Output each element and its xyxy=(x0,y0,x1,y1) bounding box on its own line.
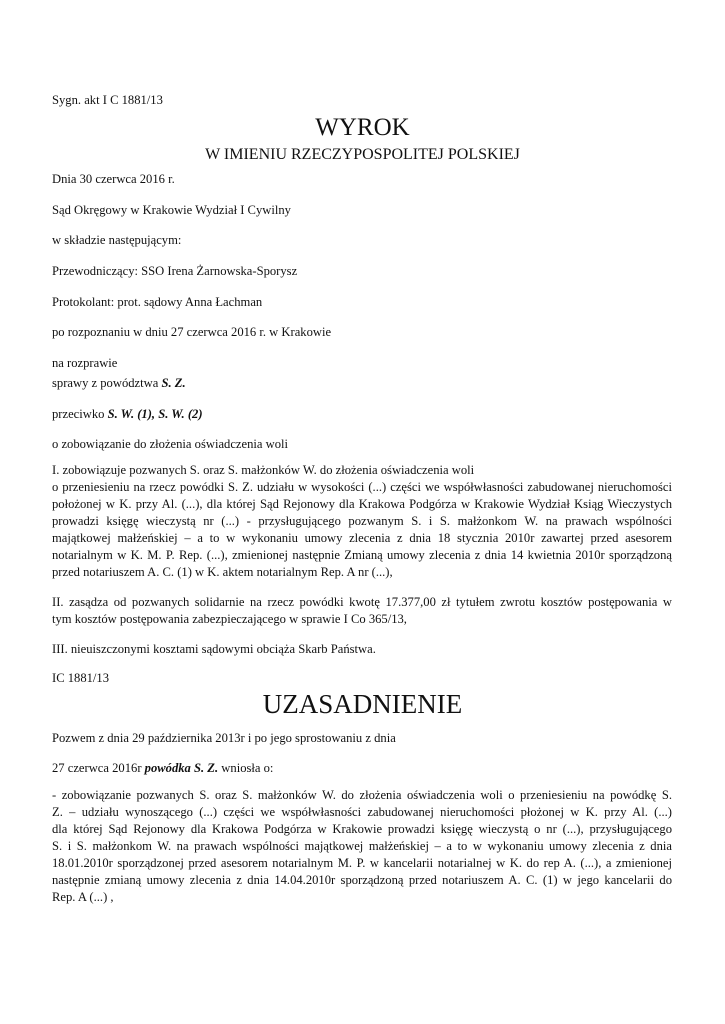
case-plaintiff-line xyxy=(52,375,186,392)
text-line: położonej w K. przy Al. (...), dla której Sąd Rejonowy dla Krakowa Podgórza w Krakowie Wydział Ksiąg Wieczystych xyxy=(52,497,672,511)
document-title: WYROK xyxy=(315,114,410,141)
text-line: S. i S. małżonkom W. na prawach wspólności majątkowej małżeńskiej – a to w wykonaniu umowy zlecenia z dnia xyxy=(52,839,672,853)
text-line: majątkowej małżeńskiej – a to w wykonaniu umowy zlecenia z dnia 18 stycznia 2010r zawartej przed asesorem xyxy=(52,531,672,545)
text-line: przed notariuszem A. C. (1) w K. aktem notarialnym Rep. A nr (...), xyxy=(52,565,393,579)
text-line: 18.01.2010r sporządzonej przed asesorem notarialnym M. P. w kancelarii notarialnej w K. do rep A. (...), a zmienionej xyxy=(52,856,672,870)
justification-claim-intro xyxy=(52,760,273,777)
text-line: I. zobowiązuje pozwanych S. oraz S. małżonków W. do złożenia oświadczenia woli xyxy=(52,463,475,477)
intro-suffix: wniosła o: xyxy=(218,761,274,775)
court-name: Sąd Okręgowy w Krakowie Wydział I Cywilny xyxy=(52,203,291,217)
text-line: o przeniesieniu na rzecz powódki S. Z. udziału w wysokości (...) części we współwłasności zabudowanej nieruchomości xyxy=(52,480,672,494)
justification-intro: Pozwem z dnia 29 października 2013r i po jego sprostowaniu z dnia xyxy=(52,731,396,745)
text-line: następnie zmianą umowy zlecenia z dnia 14.04.2010r sporządzoną przed notariuszem A. C. (1) w jego kancelarii do xyxy=(52,873,672,887)
text-line: dla której Sąd Rejonowy dla Krakowa Podgórza w Krakowie prowadzi księgę wieczystą o nr (...), przysługującego xyxy=(52,822,672,836)
court-clerk: Protokolant: prot. sądowy Anna Łachman xyxy=(52,295,263,309)
plaintiff-name: S. Z. xyxy=(161,376,186,390)
text-line: tym kosztów postępowania zabezpieczającego w sprawie I Co 365/13, xyxy=(52,612,407,626)
judgment-date: Dnia 30 czerwca 2016 r. xyxy=(52,172,175,186)
text-line: - zobowiązanie pozwanych S. oraz S. małżonków W. do złożenia oświadczenia woli o przeniesieniu na powódkę S. xyxy=(52,788,672,802)
case-signature: Sygn. akt I C 1881/13 xyxy=(52,93,163,107)
text-line: Z. – udziału wynoszącego (...) części we współwłasności zabudowanej nieruchomości płożonej w K. przy Al. (...) xyxy=(52,805,672,819)
composition-label: w składzie następującym: xyxy=(52,233,182,247)
case-prefix: sprawy z powództwa xyxy=(52,376,162,390)
justification-title: UZASADNIENIE xyxy=(262,689,463,719)
ruling-point-3: III. nieuiszczonymi kosztami sądowymi obciąża Skarb Państwa. xyxy=(52,642,376,656)
case-subject: o zobowiązanie do złożenia oświadczenia woli xyxy=(52,437,289,451)
justification-claim xyxy=(52,787,672,906)
defendants-names: S. W. (1), S. W. (2) xyxy=(107,407,203,421)
case-reference: IC 1881/13 xyxy=(52,671,110,685)
trial-label: na rozprawie xyxy=(52,356,118,370)
against-prefix: przeciwko xyxy=(52,407,108,421)
hearing-info: po rozpoznaniu w dniu 27 czerwca 2016 r. w Krakowie xyxy=(52,325,332,339)
text-line: prowadzi księgę wieczystą nr (...) - przysługującego pozwanym S. i S. małżonkom W. na prawach wspólności xyxy=(52,514,672,528)
ruling-point-1 xyxy=(52,462,672,581)
text-line: Rep. A (...) , xyxy=(52,890,114,904)
intro-prefix: 27 czerwca 2016r xyxy=(52,761,145,775)
text-line: notarialnym w K. M. P. Rep. (...), zmienionej następnie Zmianą umowy zlecenia z dnia 14 kwietnia 2010r sporządzoną xyxy=(52,548,672,562)
ruling-point-2 xyxy=(52,594,672,628)
case-defendants-line xyxy=(52,406,203,423)
text-line: II. zasądza od pozwanych solidarnie na rzecz powódki kwotę 17.377,00 zł tytułem zwrotu kosztów postępowania w xyxy=(52,595,672,609)
document-subtitle: W IMIENIU RZECZYPOSPOLITEJ POLSKIEJ xyxy=(205,146,520,163)
plaintiff-label: powódka S. Z. xyxy=(144,761,219,775)
presiding-judge: Przewodniczący: SSO Irena Żarnowska-Sporysz xyxy=(52,264,298,278)
